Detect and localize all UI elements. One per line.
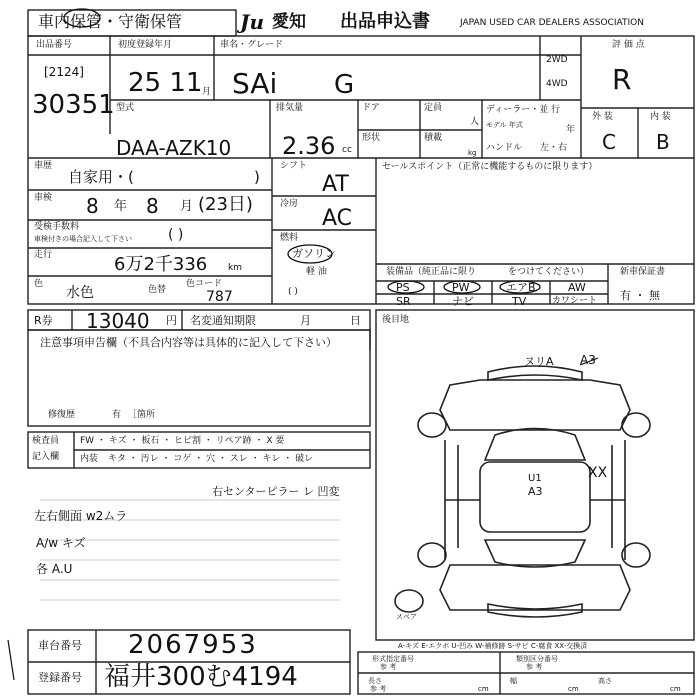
note-line-2: A/w キズ	[36, 536, 86, 550]
inspection-label: 車検	[34, 193, 53, 203]
mileage-unit: km	[228, 263, 242, 273]
note-line-3: 各 A.U	[36, 562, 73, 576]
equip-aw: AW	[568, 281, 586, 294]
capacity-unit: 人	[470, 117, 480, 127]
fuel-gas: ガソリン	[292, 247, 336, 260]
recycle-unit: 円	[166, 314, 177, 327]
color-value: 水色	[66, 285, 94, 301]
acceptance-paren: ( )	[168, 227, 184, 243]
attention-label: 注意事項申告欄（不具合内容等は具体的に記入して下さい）	[40, 336, 337, 349]
exterior-grade: C	[602, 130, 616, 154]
acceptance-note: 車検付きの場合記入して下さい	[34, 235, 132, 243]
association-name: JAPAN USED CAR DEALERS ASSOCIATION	[460, 18, 644, 28]
equip-kawa-seat: カワシート	[552, 296, 598, 306]
mileage-value: 6万2千336	[114, 254, 208, 275]
equip-sr: SR	[396, 295, 411, 308]
lot-label: 出品番号	[36, 40, 73, 50]
mileage-label: 走行	[34, 250, 53, 260]
spec-label: 形式指定番号	[372, 655, 414, 663]
back-label: 後目地	[382, 315, 410, 325]
registration-label: 初度登録年月	[118, 40, 173, 50]
note-line-1: 左右側面 w2ムラ	[34, 509, 128, 523]
note-line-0: 右センターピラー レ 凹変	[212, 485, 340, 498]
rating-label: 評 価 点	[612, 40, 645, 50]
diagram-roof-mark: U1	[528, 473, 542, 484]
recycle-value: 13040	[86, 309, 150, 333]
height-unit: cm	[670, 685, 681, 693]
inspection-year-unit: 年	[114, 199, 128, 214]
color-code-value: 787	[206, 289, 233, 305]
fuel-label: 燃料	[280, 233, 299, 243]
height-label: 高さ	[598, 677, 612, 685]
checker-row-2: キタ ・ 汚レ ・ コゲ ・ 穴 ・ スレ ・ キレ ・ 破レ	[108, 454, 314, 464]
acceptance-label: 受検手数料	[34, 222, 80, 232]
history-close: )	[254, 168, 260, 186]
chassis-value: 2067953	[128, 630, 258, 660]
exterior-label: 外 装	[592, 112, 613, 122]
warranty-label: 新車保証書	[620, 267, 666, 277]
model-grade: G	[334, 70, 355, 100]
org-name: 愛知	[272, 12, 306, 32]
fuel-paren: ( )	[288, 287, 298, 297]
spare-label: スペア	[396, 613, 417, 621]
checker-label-2: 記入欄	[32, 452, 60, 462]
shape-label: 形状	[362, 133, 381, 143]
equip-tv: TV	[512, 295, 527, 308]
lot-number: 30351	[32, 90, 115, 120]
color-change-label: 色替	[148, 285, 167, 295]
rating-score: R	[612, 63, 632, 96]
diagram-roof-mark-2: A3	[528, 485, 543, 498]
year-unit: 年	[566, 125, 576, 135]
equipment-label: 装備品（純正品に限り	[386, 267, 477, 277]
checker-row-2-label: 内装	[80, 454, 99, 464]
plate-label: 登録番号	[38, 671, 82, 684]
type-label: 型式	[116, 103, 135, 113]
equipment-label-suffix: をつけてください）	[508, 267, 590, 277]
inspection-day: (23日)	[198, 194, 253, 215]
inspection-month-unit: 月	[180, 199, 194, 214]
color-label: 色	[34, 279, 44, 289]
width-label: 幅	[510, 677, 517, 685]
equip-pw: PW	[452, 281, 470, 294]
capacity-label: 定員	[424, 103, 443, 113]
color-code-label: 色コード	[186, 279, 223, 289]
shift-label: シフト	[280, 161, 308, 171]
width-unit: cm	[568, 685, 579, 693]
model-name: SAi	[232, 67, 278, 100]
model-year-label: モデル 年式	[486, 121, 523, 129]
displacement-label: 排気量	[276, 103, 304, 113]
car-diagram	[395, 366, 650, 617]
chassis-label: 車台番号	[38, 639, 82, 652]
registration-month-suffix: 月	[202, 87, 212, 97]
history-value: 自家用・(	[68, 168, 134, 186]
inspection-month: 8	[146, 194, 159, 218]
ju-logo: Ju	[240, 10, 265, 34]
handle-options: 左・右	[540, 143, 568, 153]
load-label: 積載	[424, 133, 443, 143]
length-ref: 参 考	[370, 685, 387, 693]
class-label: 類別区分番号	[516, 655, 558, 663]
recycle-label: R券	[34, 314, 53, 327]
type-value: DAA-AZK10	[116, 136, 232, 160]
lot-sub-number: [2124]	[44, 65, 84, 79]
diagram-right-mark: XX	[588, 465, 608, 481]
damage-legend: A-キズ E-エクボ U-凹み W-補修跡 S-サビ C-腐食 XX-交換済	[398, 642, 588, 650]
checker-label-1: 検査員	[32, 436, 60, 446]
drive-2wd: 2WD	[546, 55, 568, 65]
interior-label: 内 装	[650, 112, 671, 122]
plate-value: 福井300む4194	[104, 662, 298, 692]
repair-value: 有	[112, 410, 122, 420]
name-notice-month: 月	[300, 314, 311, 327]
class-ref: 参 考	[526, 663, 543, 671]
repair-place: ［箇所	[128, 410, 156, 420]
name-notice-day: 日	[350, 314, 361, 327]
checker-row-1: FW ・ キズ ・ 板石 ・ ヒビ割 ・ リペア跡 ・ X 要	[80, 436, 285, 446]
inspection-year: 8	[86, 194, 99, 218]
door-label: ドア	[362, 103, 380, 113]
model-label: 車名・グレード	[220, 40, 284, 50]
displacement-value: 2.36	[282, 132, 336, 160]
displacement-unit: cc	[342, 145, 352, 155]
name-notice-label: 名変通知期限	[190, 314, 256, 327]
equip-navi: ナビ	[452, 295, 474, 308]
shift-value: AT	[322, 172, 349, 197]
warranty-options: 有 ・ 無	[620, 289, 660, 302]
drive-4wd: 4WD	[546, 79, 568, 89]
storage-note: 車内保管・守衛保管	[38, 12, 183, 31]
sheet-title: 出品申込書	[340, 11, 430, 32]
handle-label: ハンドル	[486, 143, 523, 153]
repair-label: 修復歴	[48, 410, 76, 420]
load-unit: kg	[468, 149, 477, 157]
aircon-label: 冷房	[280, 199, 299, 209]
interior-grade: B	[656, 130, 670, 154]
length-unit: cm	[478, 685, 489, 693]
diagram-top-mark-a: ヌリA	[524, 355, 554, 368]
aircon-value: AC	[322, 206, 353, 231]
fuel-diesel: 軽 油	[306, 267, 327, 277]
registration-value: 25 11	[128, 68, 203, 98]
equip-airbag: エアB	[506, 281, 536, 294]
spec-ref: 参 考	[380, 663, 397, 671]
diagram-top-mark-b: A3	[580, 353, 596, 367]
dealer-label: ディーラー・並 行	[486, 105, 561, 115]
sales-point-label: セールスポイント（正常に機能するものに限ります）	[382, 162, 598, 172]
length-label: 長さ	[368, 677, 382, 685]
history-label: 車歴	[34, 161, 53, 171]
equip-ps: PS	[396, 281, 410, 294]
